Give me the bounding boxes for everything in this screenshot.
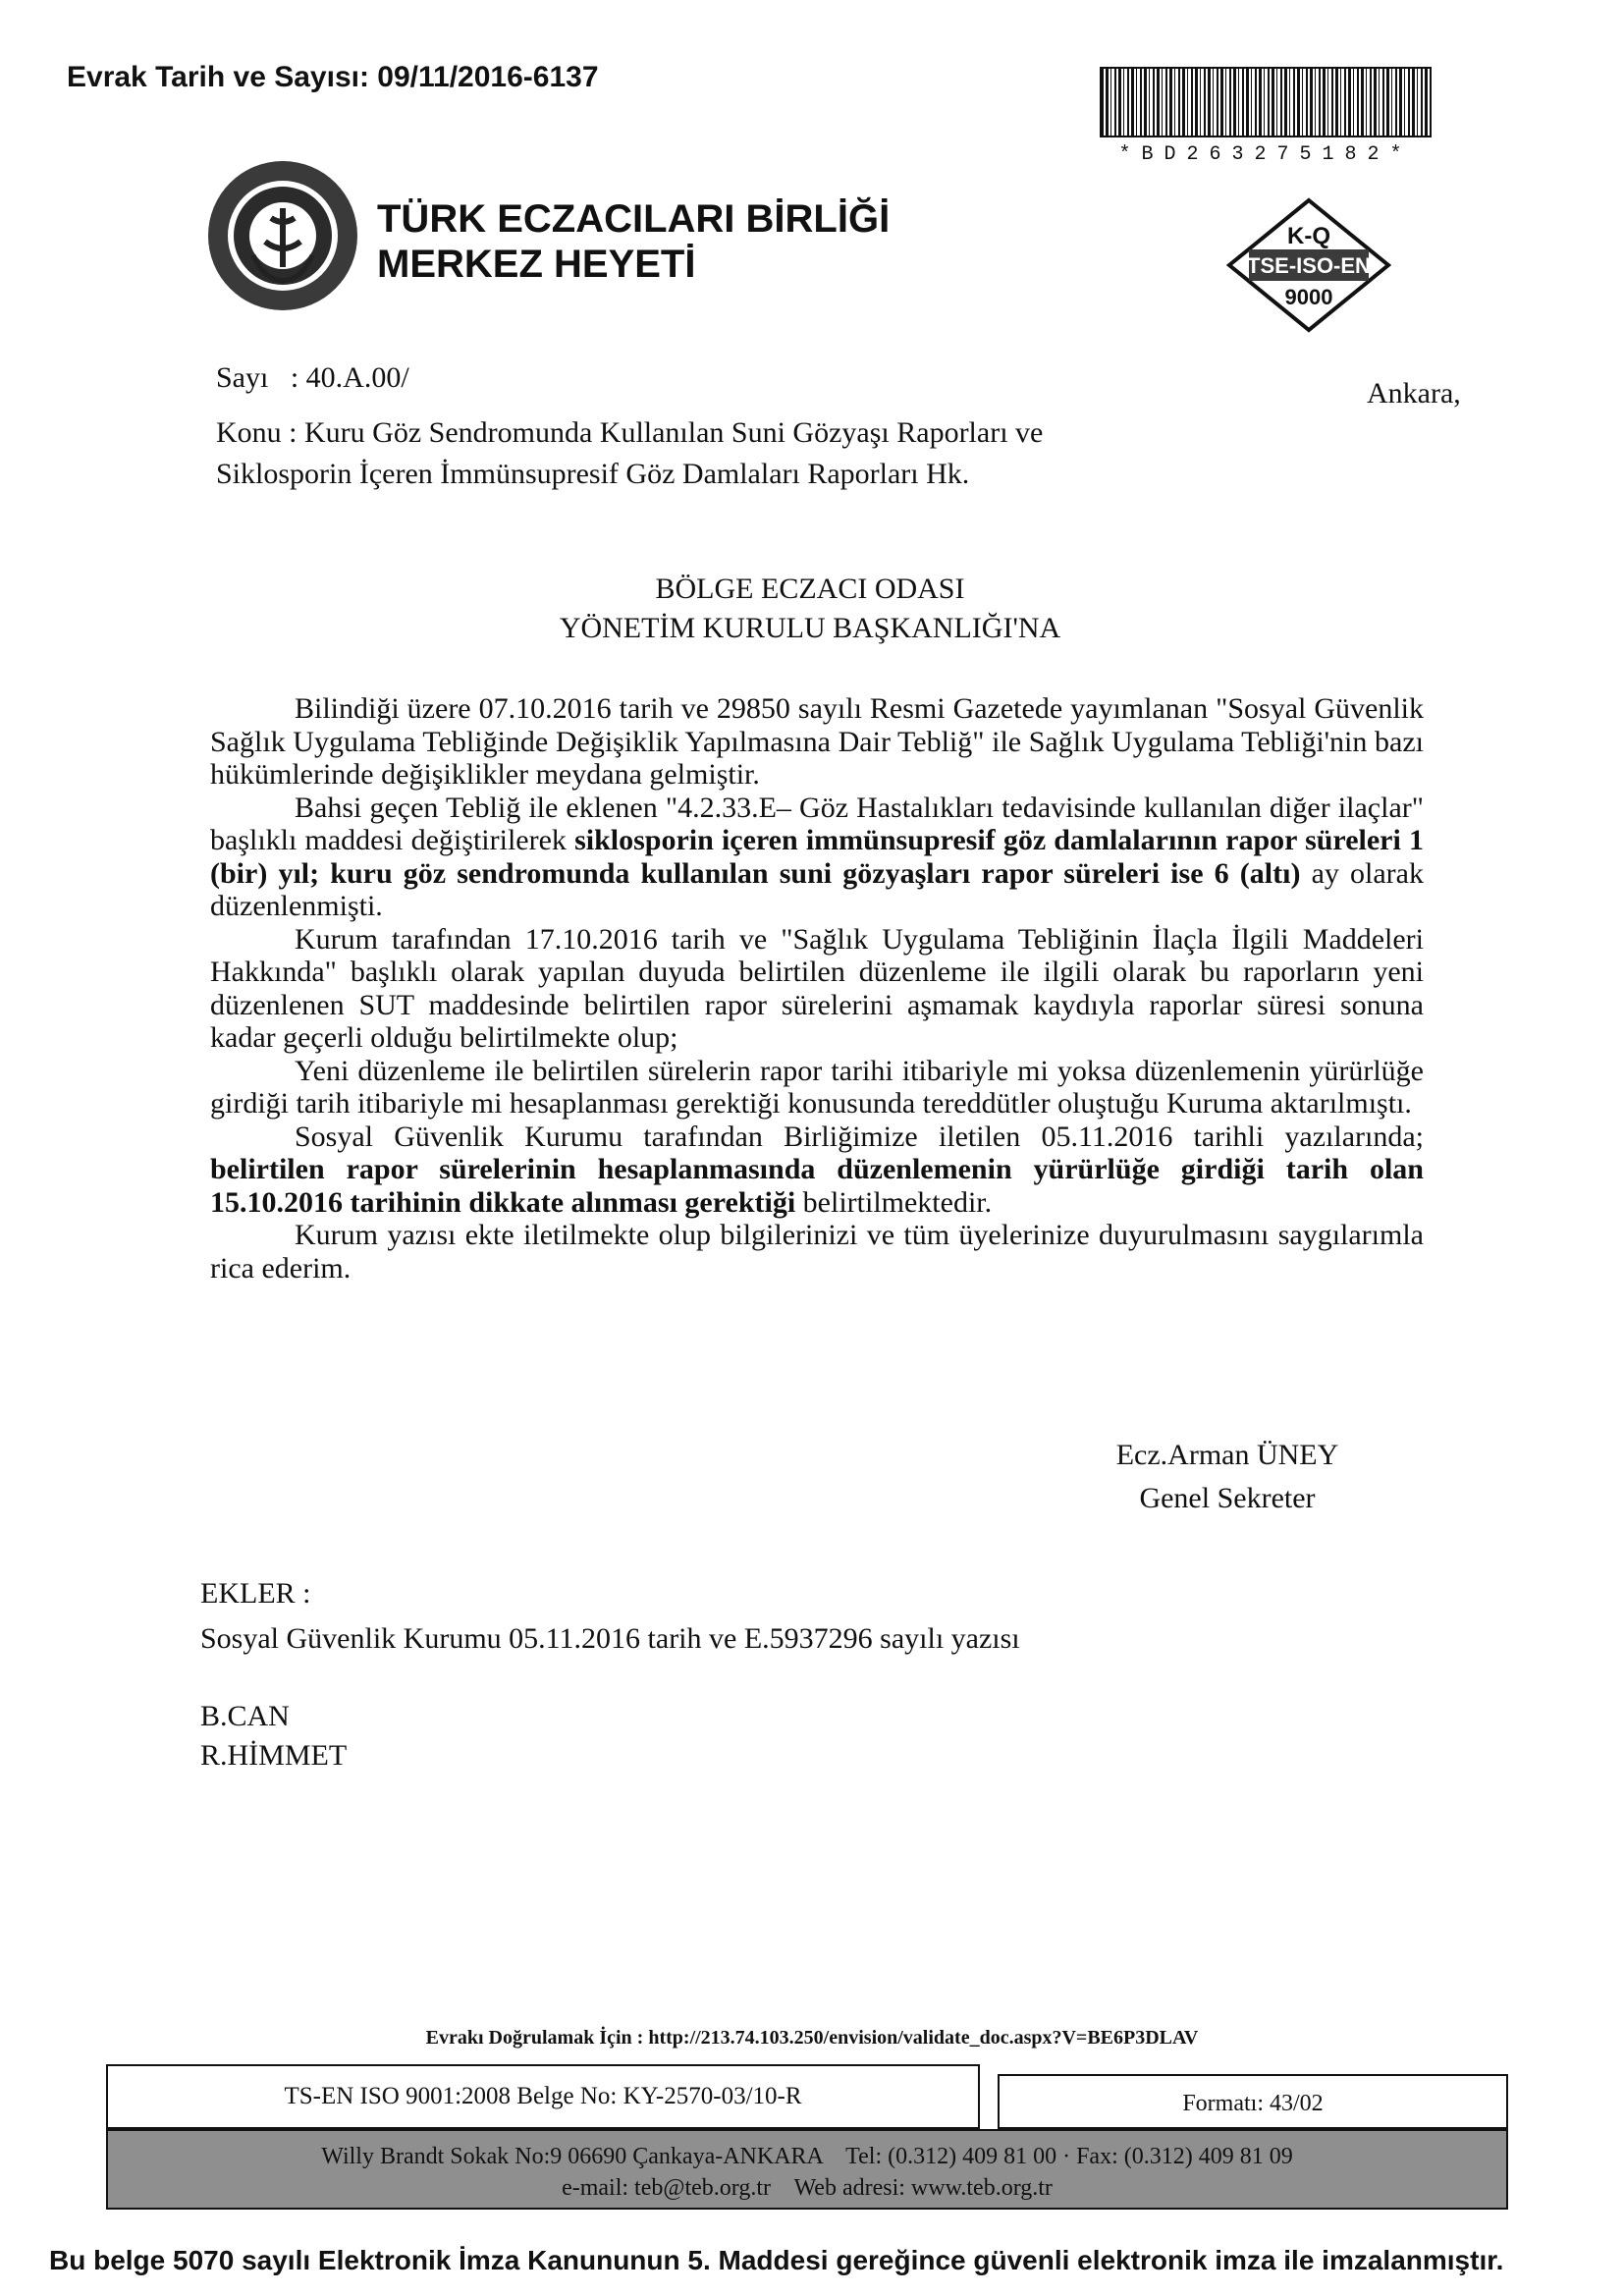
paragraph-5-end: belirtilmektedir. — [795, 1185, 993, 1219]
organization-name — [377, 196, 890, 287]
organization-name-line1: TÜRK ECZACILARI BİRLİĞİ — [377, 197, 891, 241]
iso-mark-line3: 9000 — [1284, 285, 1333, 309]
paragraph-2-emphasis: siklosporin içeren immünsupresif göz damlalarının rapor süreleri 1 (bir) yıl; kuru göz sendromunda kullanılan suni gözyaşları rapor süreleri ise 6 (altı) — [210, 824, 1424, 890]
recipient-line1: BÖLGE ECZACI ODASI — [655, 573, 965, 605]
recipient-block — [393, 570, 1227, 648]
paragraph-6: Kurum yazısı ekte iletilmekte olup bilgilerinizi ve tüm üyelerinize duyurulmasını saygılarımla rica ederim. — [210, 1219, 1424, 1285]
paragraph-2-end: ay olarak düzenlenmişti. — [210, 856, 1424, 922]
address-line: Willy Brandt Sokak No:9 06690 Çankaya-ANKARA Tel: (0.312) 409 81 00 · Fax: (0.312) 409 81 09 — [321, 2144, 1293, 2169]
signature-block — [1080, 1434, 1375, 1520]
barcode-number: *BD263275182* — [1118, 143, 1413, 166]
subject-line1: Konu : Kuru Göz Sendromunda Kullanılan Suni Gözyaşı Raporları ve — [216, 416, 1044, 449]
paragraph-5 — [210, 1121, 1424, 1220]
attachment-item: Sosyal Güvenlik Kurumu 05.11.2016 tarih ve E.5937296 sayılı yazısı — [200, 1622, 1020, 1655]
certificate-box: TS-EN ISO 9001:2008 Belge No: KY-2570-03/10-R — [106, 2064, 980, 2129]
paragraph-2 — [210, 792, 1424, 923]
subject-line2: Siklosporin İçeren İmmünsupresif Göz Damlaları Raporları Hk. — [216, 458, 970, 490]
contact-line: e-mail: teb@teb.org.tr Web adresi: www.teb.org.tr — [562, 2175, 1053, 2201]
organization-name-line2: MERKEZ HEYETİ — [377, 243, 696, 286]
paragraph-2-text: Bahsi geçen Tebliğ ile eklenen "4.2.33.E– Göz Hastalıkları tedavisinde kullanılan diğer ilaçlar" başlıklı maddesi değiştirilerek — [210, 791, 1424, 856]
subject — [216, 412, 1178, 495]
attachments-block — [200, 1571, 1020, 1662]
attachments-label: EKLER : — [200, 1577, 311, 1610]
address-bar — [106, 2129, 1508, 2210]
letter-body — [210, 692, 1424, 1285]
iso-mark-line2: TSE-ISO-EN — [1247, 253, 1371, 278]
iso-mark-line1: K-Q — [1287, 223, 1330, 249]
recipient-line2: YÖNETİM KURULU BAŞKANLIĞI'NA — [559, 612, 1061, 644]
initial-2: R.HİMMET — [200, 1739, 348, 1772]
barcode — [1100, 67, 1432, 137]
reference-number: Sayı : 40.A.00/ — [216, 361, 409, 394]
signatory-title: Genel Sekreter — [1139, 1482, 1316, 1514]
iso-certification-mark — [1225, 196, 1392, 334]
format-box: Formatı: 43/02 — [998, 2074, 1508, 2129]
paragraph-3: Kurum tarafından 17.10.2016 tarih ve "Sağlık Uygulama Tebliğinin İlaçla İlgili Maddeleri Hakkında" başlıklı olarak yapılan duyuda belirtilen düzenleme ile ilgili olarak bu raporların yeni düzenlenen SUT maddesinde belirtilen rapor sürelerini aşmamak kaydıyla raporlar süresi sonuna kadar geçerli olduğu belirtilmekte olup; — [210, 922, 1424, 1054]
verification-link[interactable]: Evrakı Doğrulamak İçin : http://213.74.103.250/envision/validate_doc.aspx?V=BE6P3DLAV — [425, 2027, 1199, 2049]
e-signature-notice: Bu belge 5070 sayılı Elektronik İmza Kanununun 5. Maddesi gereğince güvenli elektronik imza ile imzalanmıştır. — [49, 2245, 1504, 2275]
document-date-number: Evrak Tarih ve Sayısı: 09/11/2016-6137 — [67, 61, 599, 93]
paragraph-1: Bilindiği üzere 07.10.2016 tarih ve 29850 sayılı Resmi Gazetede yayımlanan "Sosyal Güvenlik Sağlık Uygulama Tebliğinde Değişiklik Yapılmasına Dair Tebliğ" ile Sağlık Uygulama Tebliği'nin bazı hükümlerinde değişiklikler meydana gelmiştir. — [210, 692, 1424, 791]
initials-block — [200, 1697, 347, 1776]
initial-1: B.CAN — [200, 1700, 290, 1732]
signatory-name: Ecz.Arman ÜNEY — [1115, 1439, 1339, 1471]
paragraph-5-text: Sosyal Güvenlik Kurumu tarafından Birliğimize iletilen 05.11.2016 tarihli yazılarında; — [295, 1120, 1424, 1153]
paragraph-4: Yeni düzenleme ile belirtilen sürelerin rapor tarihi itibariyle mi yoksa düzenlemenin yürürlüğe girdiği tarih itibariyle mi hesaplanması gerektiği konusunda tereddütler oluştuğu Kuruma aktarılmıştı. — [210, 1054, 1424, 1120]
location-date: Ankara, — [1367, 377, 1461, 410]
paragraph-5-emphasis: belirtilen rapor sürelerinin hesaplanmasında düzenlemenin yürürlüğe girdiği tarih olan 15.10.2016 tarihinin dikkate alınması gerektiği — [210, 1153, 1424, 1219]
teb-logo-seal — [204, 157, 361, 314]
